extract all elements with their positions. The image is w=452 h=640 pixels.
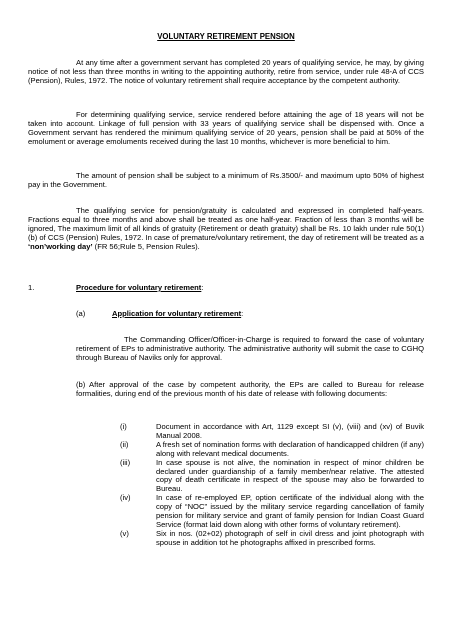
list-item-text: In case spouse is not alive, the nomination in respect of minor children be declared under guardianship of a family member/near relative. The attested copy of death certificate in respect of the spouse may also be forwarded to Bureau. [156,457,424,494]
subsection-a-heading [76,310,424,319]
list-item-text: Document in accordance with Art, 1129 except SI (v), (viii) and (xv) of Buvik Manual 2008. [156,422,424,440]
paragraph-notice: At any time after a government servant has completed 20 years of qualifying service, he may, by giving notice of not less than three months in writing to the appointing authority, retire from service, under rule 48-A of CCS (Pension), Rules, 1972. The notice of voluntary retirement shall require acceptance by the competent authority. [28,58,424,85]
paragraph-gratuity-text: The qualifying service for pension/gratuity is calculated and expressed in completed half-years. Fractions equal to three months and above shall be treated as one half-year. Fraction of less than 3 months will be ignored, The maximum limit of all kinds of gratuity (Retirement or death gratuity) shall be Rs. 10 lakh under rule 50(1) (b) of CCS (Pension) Rules, 1972. In case of premature/voluntary retirement, the day of retirement will be treated as a [28,206,424,242]
subsection-a-colon: : [241,309,244,318]
list-item [120,423,424,441]
documents-list [120,423,424,548]
list-item-text: A fresh set of nomination forms with declaration of handicapped children (if any) along with relevant medical documents. [156,439,424,458]
section-title-colon: : [201,283,204,292]
document-title: VOLUNTARY RETIREMENT PENSION [157,32,295,41]
list-item-number: (iii) [120,457,131,467]
paragraph-qualifying-service: For determining qualifying service, service rendered before attaining the age of 18 years will not be taken into account. Linkage of full pension with 33 years of qualifying service shall be dispensed with. Once a Government servant has rendered the minimum qualifying service of 20 years, pension shall be paid at 50% of the emolument or average emoluments received during the last 10 months, whichever is more beneficial to him. [28,110,424,146]
list-item [120,459,424,495]
list-item-number: (ii) [120,439,129,449]
subsection-a-label: (a) [76,309,86,318]
subsection-a-text: The Commanding Officer/Officer-in-Charge is required to forward the case of voluntary retirement of EPs to administrative authority. The administrative authority will submit the case to CGHQ through Bureau of Naviks only for approval. [76,335,424,362]
list-item [120,441,424,459]
list-item-text: In case of re-employed EP, option certificate of the individual along with the copy of “NOC” issued by the military service regarding cancellation of family pension for military service and grant of family pension for Indian Coast Guard Service (format laid down along with other forms of voluntary retirement). [156,493,424,529]
list-item-number: (i) [120,422,127,431]
paragraph-gratuity [28,207,424,252]
list-item-number: (v) [120,528,129,538]
section-1-heading [28,284,424,293]
subsection-a-title: Application for voluntary retirement [112,309,242,318]
section-number: 1. [28,283,35,292]
paragraph-gratuity-reference: (FR 56;Rule 5, Pension Rules). [92,241,200,251]
list-item-number: (iv) [120,493,131,503]
subsection-b-text: (b) After approval of the case by competent authority, the EPs are called to Bureau for release formalities, during end of the previous month of his date of release with following documents: [76,380,424,398]
list-item [120,530,424,548]
non-working-day-term: ‘non’working day’ [28,241,93,251]
list-item [120,494,424,530]
section-title: Procedure for voluntary retirement [76,283,202,292]
list-item-text: Six in nos. (02+02) photograph of self in civil dress and joint photograph with spouse in addition tot he photographs affixed in prescribed forms. [156,528,424,547]
paragraph-pension-amount: The amount of pension shall be subject to a minimum of Rs.3500/- and maximum upto 50% of highest pay in the Government. [28,171,424,189]
